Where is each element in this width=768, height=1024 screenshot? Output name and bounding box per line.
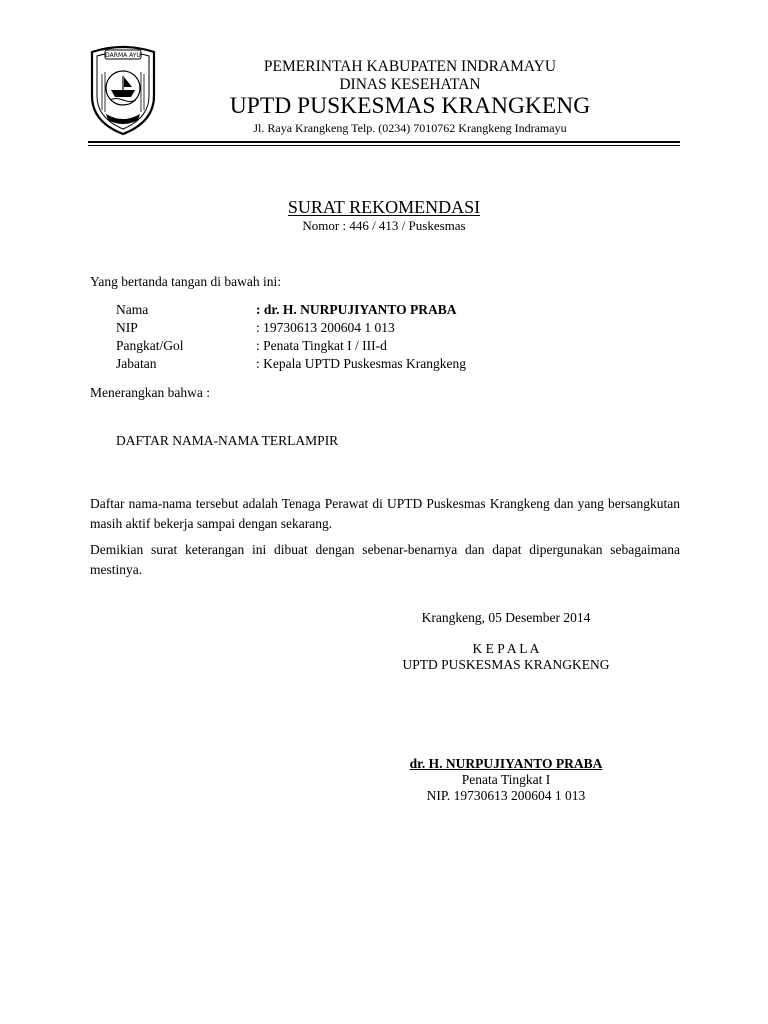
- signature-position-unit: UPTD PUSKESMAS KRANGKENG: [402, 657, 610, 672]
- letterhead-divider-thin: [88, 145, 680, 146]
- letterhead-government: PEMERINTAH KABUPATEN INDRAMAYU: [263, 58, 557, 75]
- letter-title-wrap: [0, 196, 768, 218]
- field-value-rank: : Penata Tingkat I / III-d: [256, 338, 387, 353]
- intro-text: Yang bertanda tangan di bawah ini:: [90, 274, 281, 289]
- signature-name-wrap: [356, 755, 656, 772]
- field-label-name: Nama: [116, 302, 149, 317]
- signature-position-title: K E P A L A: [472, 641, 540, 656]
- field-label-rank: Pangkat/Gol: [116, 338, 184, 353]
- declaration-text: Menerangkan bahwa :: [90, 385, 210, 400]
- logo-banner-text: DARMA AYU: [105, 52, 141, 59]
- field-value-name: [256, 301, 457, 318]
- field-label-nip: NIP: [116, 320, 138, 335]
- attached-list-heading: DAFTAR NAMA-NAMA TERLAMPIR: [116, 433, 339, 448]
- letterhead-address: Jl. Raya Krangkeng Telp. (0234) 7010762 Krangkeng Indramayu: [253, 121, 567, 135]
- letter-title: SURAT REKOMENDASI: [287, 197, 481, 217]
- letterhead-department: DINAS KESEHATAN: [339, 76, 481, 93]
- letterhead-divider-thick: [88, 141, 680, 143]
- field-label-position: Jabatan: [116, 356, 157, 371]
- signature-place-date: Krangkeng, 05 Desember 2014: [421, 610, 591, 625]
- signature-rank: Penata Tingkat I: [461, 772, 551, 787]
- letterhead-institution: UPTD PUSKESMAS KRANGKENG: [229, 93, 591, 119]
- signature-nip: NIP. 19730613 200604 1 013: [426, 788, 586, 803]
- closing-paragraph: Demikian surat keterangan ini dibuat dengan sebenar-benarnya dan dapat dipergunakan sebagaimana mestinya.: [90, 542, 680, 577]
- field-value-nip: : 19730613 200604 1 013: [256, 320, 395, 335]
- field-value-name-text: : dr. H. NURPUJIYANTO PRABA: [256, 302, 457, 317]
- regency-emblem-logo: [88, 44, 158, 136]
- signature-name: dr. H. NURPUJIYANTO PRABA: [409, 756, 603, 771]
- letter-number: Nomor : 446 / 413 / Puskesmas: [302, 218, 466, 233]
- statement-paragraph: Daftar nama-nama tersebut adalah Tenaga Perawat di UPTD Puskesmas Krangkeng dan yang bersangkutan masih aktif bekerja sampai dengan sekarang.: [90, 496, 680, 531]
- field-value-position: : Kepala UPTD Puskesmas Krangkeng: [256, 356, 466, 371]
